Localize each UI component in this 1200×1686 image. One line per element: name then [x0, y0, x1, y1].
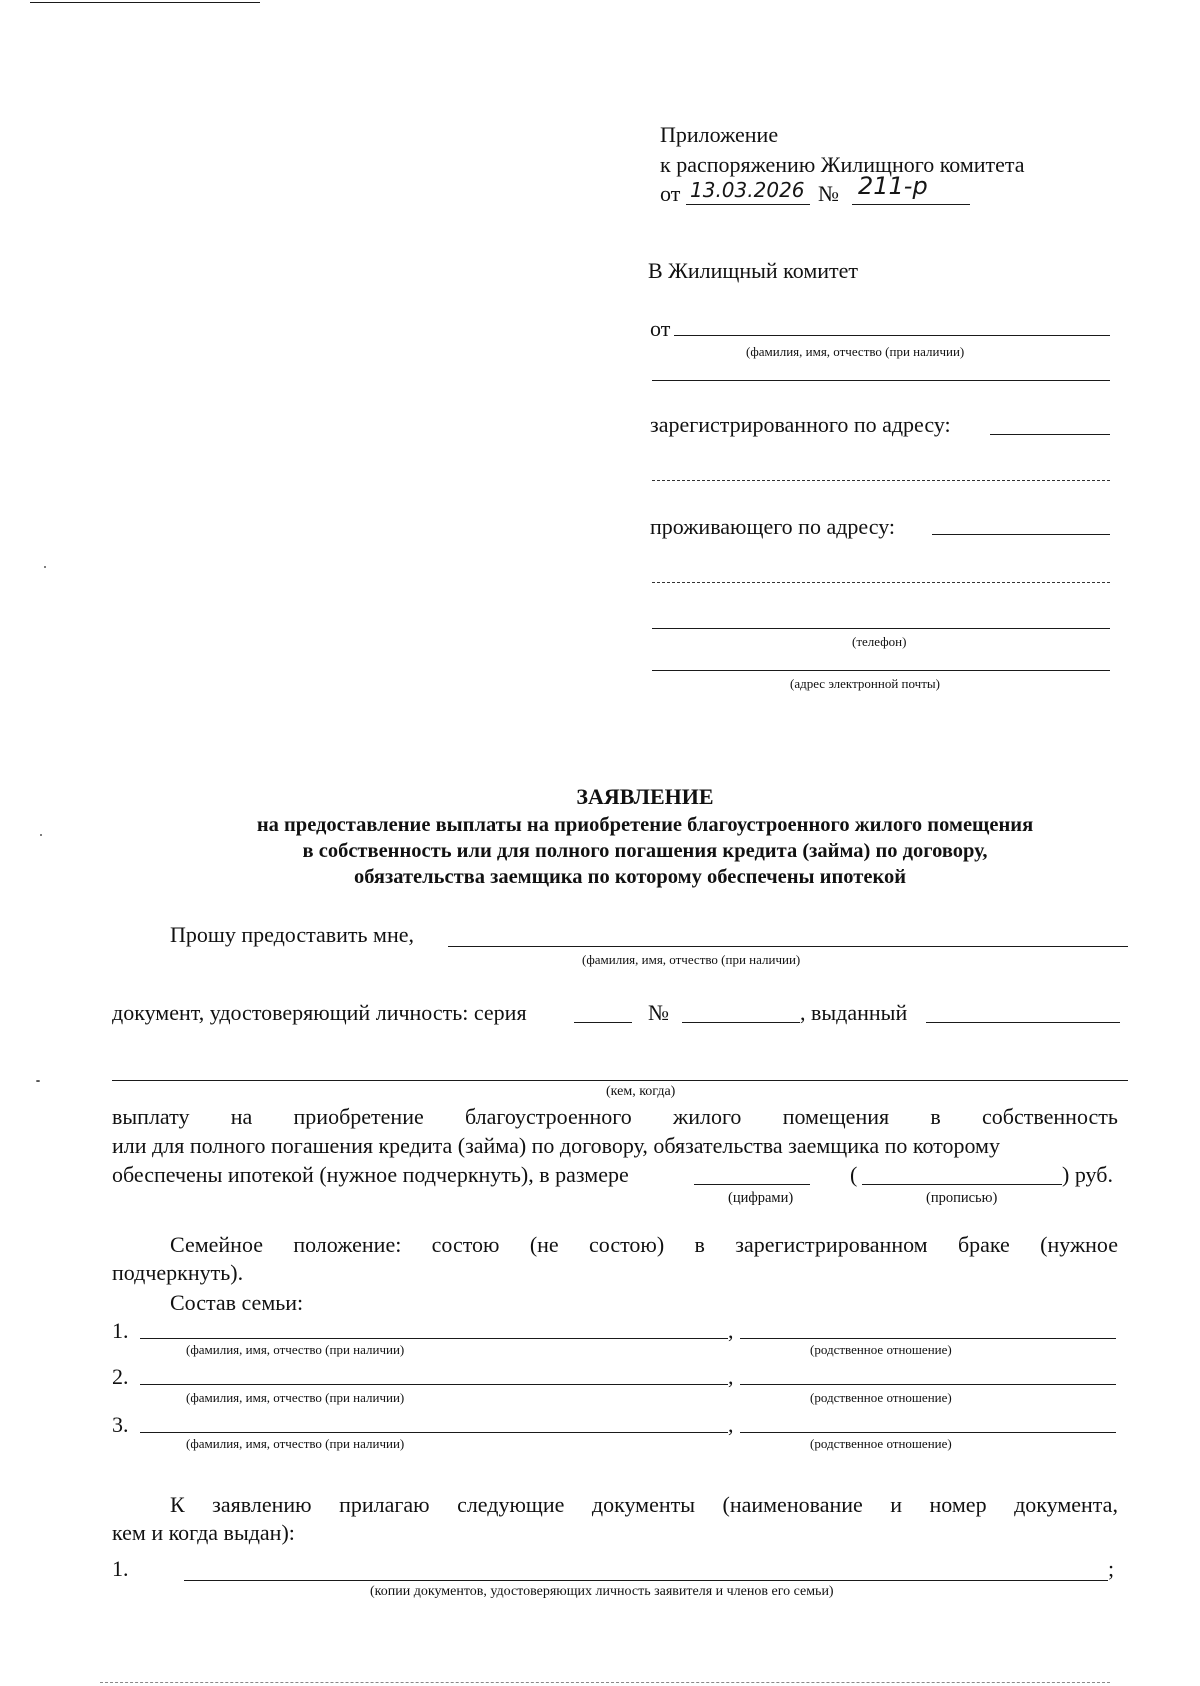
family-status-word: в — [694, 1232, 705, 1257]
appendix-number-prefix: № — [818, 181, 839, 206]
attachments-word: документы — [591, 1492, 696, 1517]
attachments-line-2: кем и когда выдан): — [112, 1520, 295, 1545]
registered-address-field[interactable] — [990, 434, 1110, 435]
payment-word: жилого — [673, 1104, 742, 1129]
scan-mark-top — [30, 2, 260, 3]
living-address-field[interactable] — [932, 534, 1110, 535]
appendix-date-handwritten: 13.03.2026 — [690, 178, 805, 202]
attachments-word: К — [170, 1492, 185, 1517]
payment-open-paren: ( — [850, 1162, 858, 1187]
request-name-field[interactable] — [448, 946, 1128, 947]
family-member-3-name-field[interactable] — [140, 1432, 728, 1433]
living-address-field-2[interactable] — [652, 582, 1110, 583]
appendix-number-handwritten: 211-р — [858, 172, 928, 200]
family-status-word: состою — [431, 1232, 500, 1257]
family-member-2-name-field[interactable] — [140, 1384, 728, 1385]
scan-speck — [36, 1080, 40, 1082]
words-caption: (прописью) — [926, 1190, 998, 1206]
id-doc-number-label: № — [648, 1000, 669, 1025]
appendix-date-prefix: от — [660, 181, 681, 206]
appendix-date-underline — [686, 204, 810, 205]
family-member-num: 1. — [112, 1318, 129, 1343]
id-doc-issued-by-field[interactable] — [112, 1080, 1128, 1081]
document-title: ЗАЯВЛЕНИЕ — [576, 784, 714, 809]
payment-word: выплату — [112, 1104, 190, 1129]
family-member-1-name-field[interactable] — [140, 1338, 728, 1339]
family-status-word: браке — [957, 1232, 1010, 1257]
attachments-word: прилагаю — [339, 1492, 430, 1517]
appendix-order: к распоряжению Жилищного комитета — [660, 152, 1025, 177]
family-status-word: (не — [529, 1232, 559, 1257]
id-doc-issued-field[interactable] — [926, 1022, 1120, 1023]
family-member-2-relation-field[interactable] — [740, 1384, 1116, 1385]
document-subtitle-3: обязательства заемщика по которому обеспечены ипотекой — [353, 866, 907, 888]
family-status-word: зарегистрированном — [735, 1232, 928, 1257]
registered-address-field-2[interactable] — [652, 480, 1110, 481]
scan-bottom-edge — [100, 1682, 1110, 1683]
scan-speck — [44, 566, 46, 568]
family-status-line-2: подчеркнуть). — [112, 1260, 244, 1285]
email-field[interactable] — [652, 670, 1110, 671]
payment-word: благоустроенного — [465, 1104, 632, 1129]
attachment-item-1-field[interactable] — [184, 1580, 1108, 1581]
payment-word: собственность — [982, 1104, 1118, 1129]
payment-line-1 — [112, 1104, 1118, 1130]
issued-by-caption: (кем, когда) — [606, 1084, 676, 1099]
phone-caption: (телефон) — [852, 634, 907, 649]
family-member-num: 3. — [112, 1412, 129, 1437]
attachments-word: и — [890, 1492, 903, 1517]
payment-line-3: обеспечены ипотекой (нужное подчеркнуть), в размере — [112, 1162, 629, 1187]
id-doc-series-field[interactable] — [574, 1022, 632, 1023]
attachments-word: (наименование — [722, 1492, 863, 1517]
attachment-item-semicolon: ; — [1108, 1556, 1115, 1581]
family-composition-label: Состав семьи: — [170, 1290, 304, 1315]
request-label: Прошу предоставить мне, — [170, 922, 414, 947]
attachment-item-num: 1. — [112, 1556, 129, 1581]
registered-address-label: зарегистрированного по адресу: — [650, 412, 951, 437]
family-member-name-caption: (фамилия, имя, отчество (при наличии) — [186, 1390, 405, 1405]
family-member-1-relation-field[interactable] — [740, 1338, 1116, 1339]
id-doc-issued-label: , выданный — [800, 1000, 908, 1025]
appendix-number-underline — [852, 204, 970, 205]
family-member-relation-caption: (родственное отношение) — [810, 1342, 952, 1357]
from-name-field[interactable] — [674, 335, 1110, 336]
family-status-word: (нужное — [1040, 1232, 1118, 1257]
payment-line-2: или для полного погашения кредита (займа) по договору, обязательства заемщика по которому — [112, 1133, 1000, 1158]
appendix-title: Приложение — [660, 122, 779, 147]
family-member-name-caption: (фамилия, имя, отчество (при наличии) — [186, 1342, 405, 1357]
family-member-separator: , — [728, 1318, 734, 1343]
attachments-word: следующие — [457, 1492, 565, 1517]
document-subtitle-2: в собственность или для полного погашения кредита (займа) по договору, — [302, 840, 988, 862]
family-member-3-relation-field[interactable] — [740, 1432, 1116, 1433]
payment-amount-words-field[interactable] — [862, 1184, 1062, 1185]
family-status-line-1 — [170, 1232, 1118, 1258]
scan-speck — [40, 834, 42, 836]
id-doc-number-field[interactable] — [682, 1022, 800, 1023]
attachment-item-caption: (копии документов, удостоверяющих личность заявителя и членов его семьи) — [370, 1584, 834, 1599]
attachments-word: документа, — [1014, 1492, 1118, 1517]
from-name-caption: (фамилия, имя, отчество (при наличии) — [746, 344, 965, 359]
attachments-line-1 — [170, 1492, 1118, 1518]
phone-field[interactable] — [652, 628, 1110, 629]
family-member-relation-caption: (родственное отношение) — [810, 1390, 952, 1405]
family-status-word: состою) — [589, 1232, 665, 1257]
id-doc-label: документ, удостоверяющий личность: серия — [112, 1000, 527, 1025]
family-status-word: положение: — [293, 1232, 402, 1257]
addressee-to: В Жилищный комитет — [648, 258, 859, 283]
payment-amount-digits-field[interactable] — [694, 1184, 810, 1185]
digits-caption: (цифрами) — [728, 1190, 794, 1206]
payment-rub-label: ) руб. — [1062, 1162, 1113, 1187]
payment-word: в — [930, 1104, 941, 1129]
family-status-word: Семейное — [170, 1232, 263, 1257]
payment-word: помещения — [782, 1104, 890, 1129]
family-member-separator: , — [728, 1412, 734, 1437]
payment-word: приобретение — [293, 1104, 424, 1129]
family-member-separator: , — [728, 1364, 734, 1389]
family-member-num: 2. — [112, 1364, 129, 1389]
request-name-caption: (фамилия, имя, отчество (при наличии) — [582, 952, 801, 967]
payment-word: на — [230, 1104, 253, 1129]
attachments-word: номер — [929, 1492, 987, 1517]
family-member-relation-caption: (родственное отношение) — [810, 1436, 952, 1451]
from-label: от — [650, 316, 671, 341]
from-name-field-2[interactable] — [652, 380, 1110, 381]
living-address-label: проживающего по адресу: — [650, 514, 896, 539]
family-member-name-caption: (фамилия, имя, отчество (при наличии) — [186, 1436, 405, 1451]
email-caption: (адрес электронной почты) — [790, 676, 940, 691]
attachments-word: заявлению — [212, 1492, 312, 1517]
document-subtitle-1: на предоставление выплаты на приобретение благоустроенного жилого помещения — [256, 814, 1034, 836]
